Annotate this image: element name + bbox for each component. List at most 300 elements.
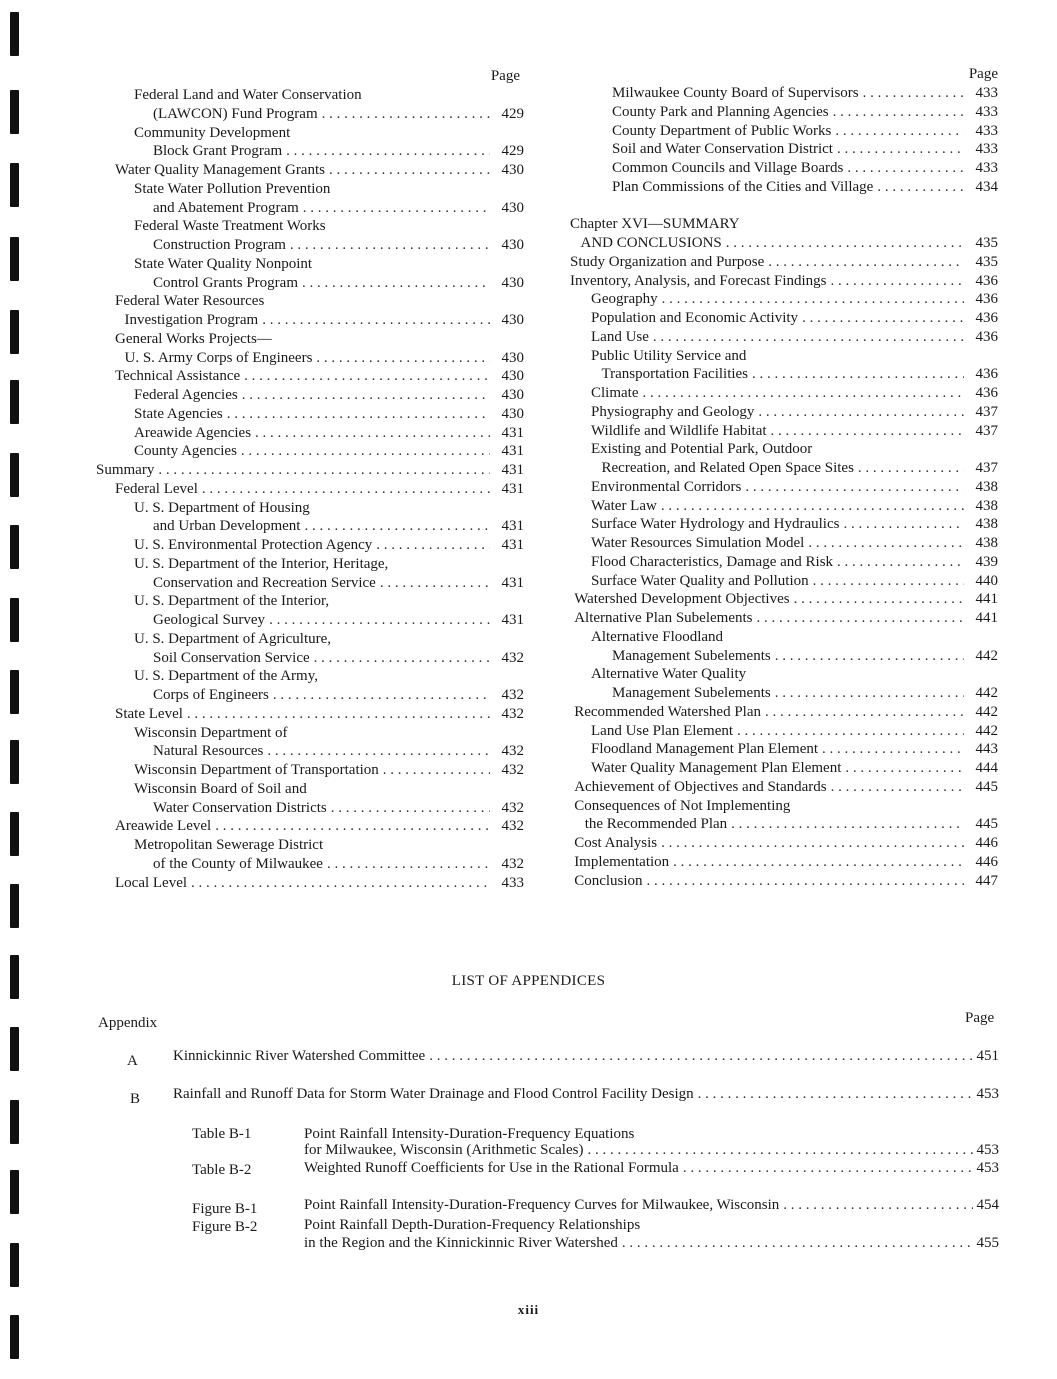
toc-entry-title: Block Grant Program	[153, 143, 283, 160]
toc-page-number: 437	[975, 403, 998, 420]
toc-entry-title: State Water Pollution Prevention	[134, 180, 331, 197]
appendix-letter: A	[127, 1053, 138, 1069]
toc-entry-title: U. S. Department of Agriculture,	[134, 630, 332, 647]
toc-entry-title: Consequences of Not Implementing	[574, 797, 791, 814]
leader-dots	[765, 703, 964, 722]
leader-dots	[269, 611, 490, 630]
leader-dots	[837, 553, 964, 572]
toc-entry[interactable]	[570, 515, 998, 534]
toc-entry-title: County Park and Planning Agencies	[612, 103, 829, 120]
toc-entry-title: Floodland Management Plan Element	[591, 741, 819, 758]
toc-entry[interactable]	[96, 105, 524, 124]
page-column-label: Page	[968, 66, 998, 82]
toc-page-number: 432	[501, 762, 524, 778]
toc-entry-title: U. S. Department of the Interior,	[134, 593, 330, 610]
toc-entry[interactable]	[570, 459, 998, 478]
leader-dots	[286, 142, 490, 161]
leader-dots	[843, 515, 964, 534]
appendix-page-number: 454	[976, 1197, 999, 1213]
leader-dots	[262, 311, 490, 330]
figure-label: Figure B-2	[192, 1219, 258, 1235]
toc-entry-title: Water Law	[591, 497, 657, 514]
toc-entry-title: Technical Assistance	[115, 368, 241, 385]
binder-mark	[10, 90, 19, 134]
toc-entry-title: Water Resources Simulation Model	[591, 535, 805, 551]
leader-dots	[835, 122, 964, 141]
appendix-letter: B	[130, 1091, 141, 1107]
leader-dots	[752, 365, 964, 384]
toc-page-number: 435	[975, 253, 998, 270]
toc-entry-title: Construction Program	[153, 237, 286, 253]
toc-page-number: 445	[975, 778, 998, 795]
toc-page-number: 442	[975, 722, 998, 739]
toc-page-number: 436	[975, 291, 998, 308]
toc-page-number: 430	[501, 368, 524, 385]
toc-entry[interactable]	[570, 797, 998, 816]
toc-entry-title: Federal Level	[115, 480, 198, 497]
toc-entry-title: Chapter XVI—SUMMARY	[570, 216, 740, 233]
toc-entry[interactable]	[570, 347, 998, 366]
toc-entry-title: General Works Projects—	[115, 330, 272, 347]
toc-entry-title: Soil and Water Conservation District	[612, 141, 833, 158]
toc-entry-title: Environmental Corridors	[591, 478, 742, 495]
toc-page-number: 441	[975, 610, 998, 626]
leader-dots	[267, 742, 490, 761]
toc-page-number: 432	[501, 818, 524, 835]
toc-entry-title: Areawide Level	[115, 818, 212, 835]
toc-page-number: 441	[975, 591, 998, 608]
leader-dots	[726, 234, 964, 253]
toc-entry-title: Water Quality Management Plan Element	[591, 760, 842, 776]
binder-mark	[10, 812, 19, 856]
leader-dots	[643, 384, 965, 403]
toc-page-number: 444	[975, 760, 998, 776]
toc-entry[interactable]	[96, 349, 524, 368]
toc-entry[interactable]	[96, 649, 524, 668]
toc-entry-title: U. S. Army Corps of Engineers	[124, 349, 313, 366]
toc-entry[interactable]	[96, 367, 524, 386]
leader-dots	[808, 534, 964, 553]
toc-entry[interactable]	[570, 140, 998, 159]
toc-page-number: 430	[501, 237, 524, 253]
toc-entry[interactable]	[96, 180, 524, 199]
binder-mark	[10, 1100, 19, 1144]
leader-dots	[813, 572, 964, 591]
toc-entry[interactable]	[570, 815, 998, 834]
toc-page-number: 433	[975, 85, 998, 101]
toc-entry[interactable]	[96, 386, 524, 405]
toc-entry[interactable]	[96, 592, 524, 611]
toc-entry[interactable]	[570, 103, 998, 122]
binder-mark	[10, 453, 19, 497]
leader-dots	[771, 422, 964, 441]
toc-page-number: 435	[975, 235, 998, 251]
toc-entry-title: Surface Water Quality and Pollution	[591, 572, 809, 589]
toc-right-column	[570, 64, 998, 890]
leader-dots	[653, 328, 964, 347]
leader-dots	[775, 647, 964, 666]
leader-dots	[745, 478, 964, 497]
toc-entry[interactable]	[570, 534, 998, 553]
toc-page-number: 437	[975, 422, 998, 439]
toc-entry[interactable]	[570, 309, 998, 328]
toc-entry-title: Land Use	[591, 328, 649, 345]
toc-entry[interactable]	[96, 480, 524, 499]
toc-page-number: 432	[501, 855, 524, 872]
toc-entry-title: Wisconsin Department of Transportation	[134, 762, 379, 778]
toc-entry[interactable]	[570, 365, 998, 384]
toc-entry-title: Surface Water Hydrology and Hydraulics	[591, 516, 840, 533]
leader-dots	[215, 817, 490, 836]
binder-mark	[10, 237, 19, 281]
binder-mark	[10, 163, 19, 207]
toc-entry-title: State Water Quality Nonpoint	[134, 255, 313, 272]
leader-dots	[187, 705, 490, 724]
toc-entry-title: Common Councils and Village Boards	[612, 160, 844, 176]
toc-entry-title: Local Level	[115, 874, 188, 891]
toc-page-number: 432	[501, 687, 524, 703]
figure-title-line: Point Rainfall Depth-Duration-Frequency Relationships	[304, 1217, 641, 1233]
toc-entry-title: Milwaukee County Board of Supervisors	[612, 85, 859, 101]
toc-entry[interactable]	[96, 817, 524, 836]
leader-dots	[302, 274, 490, 293]
toc-entry-title: Management Subelements	[612, 647, 771, 664]
toc-entry[interactable]	[96, 442, 524, 461]
leader-dots	[202, 480, 490, 499]
appendix-subentry[interactable]	[304, 1235, 999, 1252]
toc-entry-title: Study Organization and Purpose	[570, 253, 765, 270]
toc-entry-title: Areawide Agencies	[134, 424, 252, 441]
toc-page-number: 433	[975, 141, 998, 158]
leader-dots	[304, 517, 490, 536]
toc-page-number: 432	[501, 743, 524, 760]
toc-entry-title: Control Grants Program	[153, 274, 298, 291]
toc-entry[interactable]	[570, 84, 998, 103]
toc-entry-title: Metropolitan Sewerage District	[134, 837, 324, 853]
leader-dots	[158, 461, 490, 480]
toc-entry[interactable]	[96, 724, 524, 743]
appendix-title: Rainfall and Runoff Data for Storm Water Drainage and Flood Control Facility Design	[173, 1086, 694, 1102]
leader-dots	[662, 290, 964, 309]
toc-page-number: 436	[975, 366, 998, 383]
toc-entry[interactable]	[96, 705, 524, 724]
leader-dots	[242, 386, 490, 405]
leader-dots	[673, 853, 964, 872]
toc-entry-title: Alternative Water Quality	[591, 666, 747, 683]
leader-dots	[863, 84, 964, 103]
appendices-title: LIST OF APPENDICES	[451, 973, 606, 989]
toc-entry-title: Flood Characteristics, Damage and Risk	[591, 553, 834, 570]
leader-dots	[429, 1048, 972, 1065]
toc-page-number: 436	[975, 328, 998, 345]
toc-entry-title: and Abatement Program	[153, 199, 299, 216]
toc-entry[interactable]	[570, 478, 998, 497]
toc-entry[interactable]	[570, 328, 998, 347]
toc-entry-title: Alternative Floodland	[591, 628, 724, 645]
leader-dots	[622, 1235, 973, 1252]
toc-entry[interactable]	[96, 742, 524, 761]
toc-entry-title: Summary	[96, 462, 155, 478]
toc-entry[interactable]	[96, 161, 524, 180]
toc-entry[interactable]	[570, 853, 998, 872]
toc-entry[interactable]	[96, 124, 524, 143]
binder-mark	[10, 884, 19, 928]
toc-entry-title: Recreation, and Related Open Space Sites	[601, 460, 854, 476]
toc-entry[interactable]	[570, 272, 998, 291]
toc-entry[interactable]	[570, 122, 998, 141]
toc-entry-title: Federal Waste Treatment Works	[134, 218, 326, 235]
toc-entry-title: Corps of Engineers	[153, 687, 269, 703]
appendix-subentry[interactable]	[304, 1197, 999, 1214]
toc-entry[interactable]	[570, 572, 998, 591]
toc-entry[interactable]	[96, 199, 524, 218]
toc-list-right	[570, 84, 998, 890]
toc-entry-title: Physiography and Geology	[591, 403, 755, 420]
leader-dots	[273, 686, 490, 705]
toc-page-number: 446	[975, 835, 998, 851]
toc-page-number: 446	[975, 853, 998, 870]
toc-entry[interactable]	[570, 722, 998, 741]
toc-entry[interactable]	[570, 609, 998, 628]
toc-entry-title: Watershed Development Objectives	[574, 591, 790, 608]
toc-entry[interactable]	[570, 872, 998, 891]
toc-entry-title: Wisconsin Department of	[134, 724, 288, 741]
toc-entry-title: Geography	[591, 291, 658, 308]
toc-page-number: 433	[975, 122, 998, 139]
leader-dots	[647, 872, 964, 891]
toc-entry-title: Geological Survey	[153, 612, 266, 628]
binder-mark	[10, 1170, 19, 1214]
leader-dots	[376, 536, 490, 555]
leader-dots	[877, 178, 964, 197]
toc-entry-title: Management Subelements	[612, 685, 771, 701]
toc-entry-title: Alternative Plan Subelements	[574, 610, 753, 626]
toc-entry[interactable]	[570, 440, 998, 459]
leader-dots	[794, 590, 964, 609]
toc-entry[interactable]	[96, 424, 524, 443]
toc-entry[interactable]	[96, 686, 524, 705]
toc-entry[interactable]	[96, 311, 524, 330]
figure-title-line: Point Rainfall Intensity-Duration-Frequency Curves for Milwaukee, Wisconsin	[304, 1197, 780, 1213]
binder-mark	[10, 670, 19, 714]
toc-page-number: 432	[501, 799, 524, 816]
toc-entry[interactable]	[96, 536, 524, 555]
leader-dots	[191, 874, 490, 893]
toc-page-number: 431	[501, 574, 524, 591]
toc-page-number: 430	[501, 274, 524, 291]
toc-entry[interactable]	[570, 665, 998, 684]
toc-entry[interactable]	[96, 292, 524, 311]
toc-page-number: 430	[501, 312, 524, 328]
toc-entry[interactable]	[570, 590, 998, 609]
toc-entry-title: Investigation Program	[124, 312, 259, 328]
toc-entry[interactable]	[96, 555, 524, 574]
toc-entry[interactable]	[96, 236, 524, 255]
toc-entry[interactable]	[96, 255, 524, 274]
appendix-column-label: Appendix	[98, 1015, 158, 1031]
toc-entry[interactable]	[570, 778, 998, 797]
leader-dots	[327, 855, 490, 874]
toc-entry[interactable]	[570, 553, 998, 572]
toc-page-number: 438	[975, 516, 998, 533]
leader-dots	[255, 424, 490, 443]
leader-dots	[380, 574, 490, 593]
leader-dots	[847, 159, 964, 178]
appendix-entry[interactable]	[173, 1048, 999, 1065]
toc-entry-title: U. S. Department of the Army,	[134, 668, 318, 685]
leader-dots	[756, 609, 964, 628]
toc-entry[interactable]	[570, 497, 998, 516]
toc-entry[interactable]	[570, 422, 998, 441]
toc-left-column	[96, 66, 524, 892]
appendix-title: Kinnickinnic River Watershed Committee	[173, 1048, 426, 1064]
toc-entry[interactable]	[570, 684, 998, 703]
binder-mark	[10, 525, 19, 569]
toc-page-number: 430	[501, 405, 524, 422]
toc-entry-title: Climate	[591, 385, 639, 401]
leader-dots	[783, 1197, 972, 1214]
leader-dots	[845, 759, 964, 778]
toc-entry-title: the Recommended Plan	[584, 816, 728, 833]
toc-entry-title: of the County of Milwaukee	[153, 855, 323, 872]
toc-entry-title: Wildlife and Wildlife Habitat	[591, 422, 767, 439]
binder-mark	[10, 1315, 19, 1359]
toc-entry-title: Plan Commissions of the Cities and Village	[612, 178, 874, 195]
toc-entry-title: Conservation and Recreation Service	[153, 574, 376, 591]
toc-entry[interactable]	[96, 217, 524, 236]
appendix-page-number: 453	[976, 1160, 999, 1176]
leader-dots	[661, 834, 964, 853]
leader-dots	[661, 497, 964, 516]
toc-page-number: 438	[975, 478, 998, 495]
appendix-page-label: Page	[965, 1010, 995, 1026]
toc-entry[interactable]	[570, 740, 998, 759]
toc-page-number: 443	[975, 741, 998, 758]
toc-entry[interactable]	[570, 759, 998, 778]
leader-dots	[303, 199, 490, 218]
binder-margin	[10, 0, 24, 1379]
binder-mark	[10, 1243, 19, 1287]
leader-dots	[316, 349, 490, 368]
toc-page-number: 429	[501, 105, 524, 122]
appendix-subentry[interactable]	[304, 1142, 999, 1159]
toc-entry[interactable]	[570, 647, 998, 666]
toc-page-number: 438	[975, 497, 998, 514]
toc-page-number: 436	[975, 310, 998, 326]
toc-entry[interactable]	[96, 574, 524, 593]
toc-entry[interactable]	[96, 86, 524, 105]
toc-entry-title: Water Conservation Districts	[153, 799, 327, 816]
toc-entry	[570, 197, 998, 216]
binder-mark	[10, 380, 19, 424]
toc-entry[interactable]	[96, 405, 524, 424]
toc-entry[interactable]	[96, 799, 524, 818]
toc-entry[interactable]	[570, 834, 998, 853]
toc-entry[interactable]	[96, 142, 524, 161]
leader-dots	[698, 1086, 973, 1103]
toc-entry-title: Natural Resources	[153, 743, 264, 760]
toc-page-number: 431	[501, 462, 524, 478]
toc-entry-title: State Agencies	[134, 405, 223, 422]
toc-entry-title: U. S. Environmental Protection Agency	[134, 537, 373, 553]
table-title-line: Point Rainfall Intensity-Duration-Frequency Equations	[304, 1126, 635, 1142]
toc-entry[interactable]	[96, 855, 524, 874]
toc-entry-title: Federal Agencies	[134, 387, 238, 403]
toc-page-number: 439	[975, 553, 998, 570]
toc-entry[interactable]	[96, 780, 524, 799]
toc-entry[interactable]	[96, 517, 524, 536]
figure-title-line: in the Region and the Kinnickinnic River Watershed	[304, 1235, 618, 1251]
toc-entry-title: Federal Land and Water Conservation	[134, 87, 362, 103]
toc-entry[interactable]	[96, 836, 524, 855]
toc-page-number: 442	[975, 647, 998, 664]
toc-entry[interactable]	[96, 461, 524, 480]
toc-entry-title: Population and Economic Activity	[591, 310, 799, 326]
toc-entry-title: Implementation	[574, 853, 670, 870]
toc-entry[interactable]	[96, 874, 524, 893]
toc-entry[interactable]	[570, 703, 998, 722]
toc-entry-title: County Department of Public Works	[612, 122, 832, 139]
binder-mark	[10, 1027, 19, 1071]
toc-page-number: 447	[975, 872, 998, 889]
table-label: Table B-2	[192, 1162, 252, 1178]
toc-entry-title: AND CONCLUSIONS	[580, 235, 722, 251]
toc-entry[interactable]	[570, 234, 998, 253]
toc-entry-title: Water Quality Management Grants	[115, 162, 325, 178]
page-column-label: Page	[490, 68, 520, 84]
toc-entry-title: Recommended Watershed Plan	[574, 703, 761, 720]
leader-dots	[314, 649, 490, 668]
toc-entry-title: Land Use Plan Element	[591, 722, 734, 739]
toc-page-number: 433	[975, 103, 998, 120]
toc-entry[interactable]	[570, 215, 998, 234]
toc-page-number: 431	[501, 612, 524, 628]
appendix-entry[interactable]	[173, 1086, 999, 1103]
leader-dots	[822, 740, 964, 759]
toc-page-number: 433	[501, 874, 524, 891]
toc-entry-title: Cost Analysis	[574, 835, 658, 851]
leader-dots	[737, 722, 964, 741]
toc-entry[interactable]	[570, 628, 998, 647]
appendix-subentry[interactable]	[304, 1160, 999, 1177]
toc-entry[interactable]	[96, 761, 524, 780]
leader-dots	[858, 459, 964, 478]
toc-entry-title: Inventory, Analysis, and Forecast Findings	[570, 272, 827, 289]
toc-entry[interactable]	[96, 499, 524, 518]
toc-page-number: 445	[975, 816, 998, 833]
leader-dots	[768, 253, 964, 272]
page-folio: xiii	[517, 1302, 540, 1317]
toc-entry[interactable]	[570, 178, 998, 197]
toc-entry-title: County Agencies	[134, 443, 237, 460]
toc-entry[interactable]	[96, 667, 524, 686]
leader-dots	[683, 1160, 973, 1177]
leader-dots	[383, 761, 490, 780]
toc-entry[interactable]	[570, 384, 998, 403]
toc-entry[interactable]	[96, 330, 524, 349]
leader-dots	[831, 272, 964, 291]
toc-entry[interactable]	[96, 274, 524, 293]
toc-entry[interactable]	[96, 611, 524, 630]
toc-entry[interactable]	[570, 253, 998, 272]
toc-page-number: 430	[501, 349, 524, 366]
toc-entry[interactable]	[570, 403, 998, 422]
toc-entry-title: State Level	[115, 705, 183, 722]
toc-page-number: 430	[501, 199, 524, 216]
toc-entry[interactable]	[570, 159, 998, 178]
toc-entry[interactable]	[96, 630, 524, 649]
toc-entry[interactable]	[570, 290, 998, 309]
